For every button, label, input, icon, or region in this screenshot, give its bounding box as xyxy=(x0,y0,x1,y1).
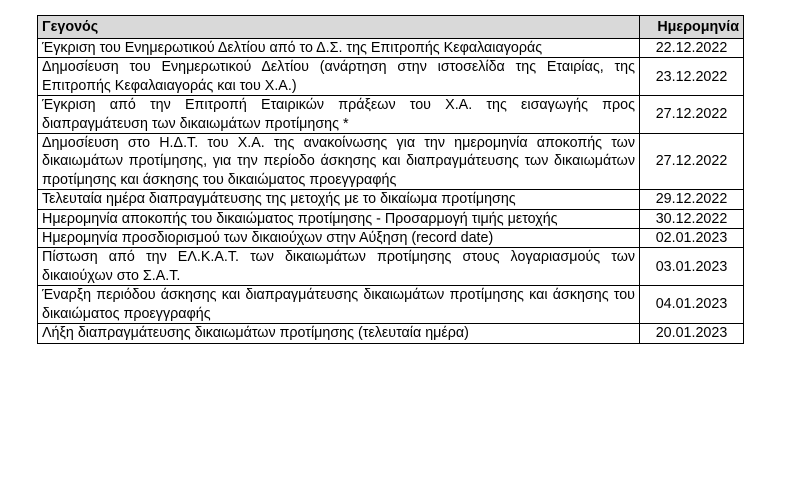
date-cell: 03.01.2023 xyxy=(640,248,744,286)
table-row xyxy=(38,134,744,190)
event-cell: Έναρξη περιόδου άσκησης και διαπραγμάτευσης δικαιωμάτων προτίμησης και άσκησης του δικαιώματος προεγγραφής xyxy=(38,286,640,324)
event-cell: Έγκριση του Ενημερωτικού Δελτίου από το Δ.Σ. της Επιτροπής Κεφαλαιαγοράς xyxy=(38,39,640,58)
event-cell: Ημερομηνία προσδιορισμού των δικαιούχων στην Αύξηση (record date) xyxy=(38,229,640,248)
table-row xyxy=(38,209,744,228)
date-cell: 02.01.2023 xyxy=(640,229,744,248)
header-event: Γεγονός xyxy=(38,16,640,39)
header-date: Ημερομηνία xyxy=(640,16,744,39)
date-cell: 20.01.2023 xyxy=(640,324,744,343)
date-cell: 22.12.2022 xyxy=(640,39,744,58)
table-row xyxy=(38,58,744,96)
date-cell: 04.01.2023 xyxy=(640,286,744,324)
table-row xyxy=(38,39,744,58)
date-cell: 29.12.2022 xyxy=(640,190,744,209)
date-cell: 30.12.2022 xyxy=(640,209,744,228)
table-row xyxy=(38,248,744,286)
event-cell: Τελευταία ημέρα διαπραγμάτευσης της μετοχής με το δικαίωμα προτίμησης xyxy=(38,190,640,209)
date-cell: 27.12.2022 xyxy=(640,134,744,190)
event-cell: Δημοσίευση στο Η.Δ.Τ. του Χ.Α. της ανακοίνωσης για την ημερομηνία αποκοπής των δικαιωμάτων προτίμησης, για την περίοδο άσκησης και διαπραγμάτευσης των δικαιωμάτων προτίμησης και άσκησης του δικαιώματος προεγγραφής xyxy=(38,134,640,190)
date-cell: 27.12.2022 xyxy=(640,96,744,134)
table-row xyxy=(38,190,744,209)
event-cell: Δημοσίευση του Ενημερωτικού Δελτίου (ανάρτηση στην ιστοσελίδα της Εταιρίας, της Επιτροπής Κεφαλαιαγοράς και του Χ.Α.) xyxy=(38,58,640,96)
table-row xyxy=(38,286,744,324)
header-row xyxy=(38,16,744,39)
event-cell: Έγκριση από την Επιτροπή Εταιρικών πράξεων του Χ.Α. της εισαγωγής προς διαπραγμάτευση των δικαιωμάτων προτίμησης * xyxy=(38,96,640,134)
table-row xyxy=(38,324,744,343)
event-cell: Πίστωση από την ΕΛ.Κ.Α.Τ. των δικαιωμάτων προτίμησης στους λογαριασμούς των δικαιούχων στο Σ.Α.Τ. xyxy=(38,248,640,286)
table-row xyxy=(38,229,744,248)
table-row xyxy=(38,96,744,134)
event-cell: Ημερομηνία αποκοπής του δικαιώματος προτίμησης - Προσαρμογή τιμής μετοχής xyxy=(38,209,640,228)
table-body xyxy=(38,39,744,344)
event-cell: Λήξη διαπραγμάτευσης δικαιωμάτων προτίμησης (τελευταία ημέρα) xyxy=(38,324,640,343)
events-timetable xyxy=(37,15,744,344)
date-cell: 23.12.2022 xyxy=(640,58,744,96)
